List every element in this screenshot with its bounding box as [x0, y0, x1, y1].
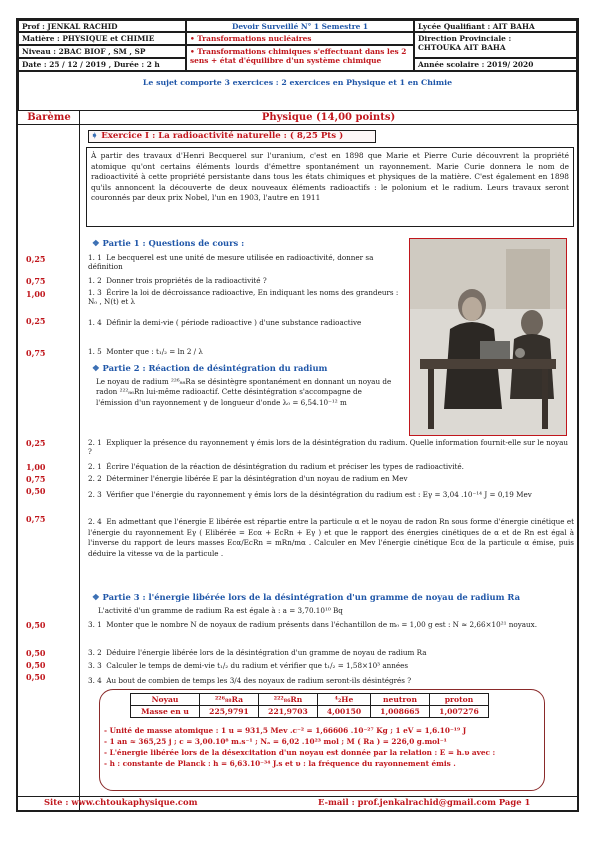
mass-table: [130, 693, 489, 718]
qtext: En admettant que l'énergie E libérée est répartie entre la particule α et le noyau de radon Rn sous forme d'énergie cinétique et l'énergie du rayonnement Eγ ( Elibérée = Ecα + EcRn + Eγ ) et que le rapport des énergies cinétiques de α et de Rn est égal à l'inverse du rapport de leurs masses Ecα/EcRn = mRn/mα . Calculer en Mev l'énergie cinétique Ecα de la particule α émise, puis déduire la vitesse vα de la particule .: [88, 517, 574, 558]
exercise-title: [91, 131, 343, 141]
diamond-icon: ❖: [92, 592, 100, 602]
qnum: 1. 1: [88, 253, 102, 262]
mark-2-2: 0,75: [26, 474, 46, 484]
qtext: Vérifier que l'énergie du rayonnement γ émis lors de la désintégration du radium est : Eγ = 3,04 .10⁻¹⁴ J = 0,19 Mev: [106, 490, 532, 499]
part3-title: [92, 592, 520, 602]
qtext: Monter que le nombre N de noyaux de radium présents dans l'échantillon de m₀ = 1,00 g est : N ≈ 2,66×10²¹ noyaux.: [106, 620, 538, 629]
qtext: Déterminer l'énergie libérée E par la désintégration d'un noyau de radium en Mev: [106, 474, 408, 483]
arrow-icon: ➧: [91, 131, 99, 141]
question-2-3: [88, 490, 574, 499]
qtext: Écrire l'équation de la réaction de désintégration du radium et préciser les types de radioactivité.: [106, 462, 464, 471]
qnum: 2. 3: [88, 490, 102, 499]
qnum: 3. 1: [88, 620, 102, 629]
qnum: 1. 4: [88, 318, 102, 327]
mark-3-4: 0,50: [26, 672, 46, 682]
question-2-1a: [88, 438, 574, 456]
part3-title-text: Partie 3 : l'énergie libérée lors de la désintégration d'un gramme de noyau de radium Ra: [102, 592, 520, 602]
table-header: ²²²₈₆Rn: [259, 694, 318, 706]
intro-text: À partir des travaux d'Henri Becquerel sur l'uranium, c'est en 1898 que Marie et Pierre Curie découvrent la propriété atomique qu'ont certains éléments lourds d'émettre spontanément un rayonnement. Marie Curie donnera le nom de radioactivité à cette propriété persistante dans tous les états chimiques et physiques de la matière. C'est également en 1898 qu'ils annoncent la découverte de deux nouveaux éléments radioactifs : le polonium et le radium. Leurs travaux seront couronnés par deux prix Nobel, l'un en 1903, l'autre en 1911: [86, 147, 574, 227]
header-niveau: Niveau : 2BAC BIOF , SM , SP: [18, 45, 186, 58]
diamond-icon: ❖: [92, 238, 100, 248]
question-1-5: [88, 347, 400, 356]
table-header: ²²⁶₈₈Ra: [200, 694, 259, 706]
qtext: Écrire la loi de décroissance radioactive, En indiquant les noms des grandeurs : N₀ , N(t) et λ: [88, 288, 399, 307]
table-cell: 1,007276: [430, 706, 489, 718]
footer-email[interactable]: E-mail : prof.jenkalrachid@gmail.com Page 1: [318, 797, 531, 807]
mark-1-3: 1,00: [26, 289, 46, 299]
table-row-label: Masse en u: [131, 706, 200, 718]
direction-label: Direction Provinciale :: [418, 34, 512, 43]
topic2-text: Transformations chimiques s'effectuant dans les 2 sens + état d'équilibre d'un système chimique: [190, 47, 407, 65]
exercise-title-text: Exercice I : La radioactivité naturelle : ( 8,25 Pts ): [101, 131, 344, 141]
header-matiere: Matière : PHYSIQUE et CHIMIE: [18, 32, 186, 45]
qnum: 1. 3: [88, 288, 102, 297]
mark-1-5: 0,75: [26, 348, 46, 358]
header-prof: Prof : JENKAL RACHID: [18, 20, 186, 32]
header-date: Date : 25 / 12 / 2019 , Durée : 2 h: [18, 58, 186, 71]
qnum: 2. 1: [88, 462, 102, 471]
constant-line: - Unité de masse atomique : 1 u = 931,5 Mev .c⁻² = 1,66606 .10⁻²⁷ Kg ; 1 eV = 1,6.10⁻¹⁹ J: [104, 726, 467, 735]
topic1-text: Transformations nucléaires: [197, 34, 312, 43]
qnum: 1. 5: [88, 347, 102, 356]
qtext: Le becquerel est une unité de mesure utilisée en radioactivité, donner sa définition: [88, 253, 374, 272]
question-2-4: [88, 517, 574, 559]
mark-1-1: 0,25: [26, 254, 46, 264]
qnum: 3. 3: [88, 661, 102, 670]
mark-3-1: 0,50: [26, 620, 46, 630]
table-header: proton: [430, 694, 489, 706]
constants-list: [104, 725, 542, 769]
mark-2-4: 0,75: [26, 514, 46, 524]
qtext: Monter que : t₁/₂ = ln 2 / λ: [106, 347, 203, 356]
qtext: Expliquer la présence du rayonnement γ émis lors de la désintégration du radium. Quelle information fournit-elle sur le noyau ?: [88, 438, 569, 457]
qnum: 2. 2: [88, 474, 102, 483]
mark-1-4: 0,25: [26, 316, 46, 326]
header-topic1: • Transformations nucléaires: [186, 32, 414, 45]
qnum: 1. 2: [88, 276, 102, 285]
question-1-3: [88, 288, 400, 306]
direction-name: CHTOUKA AIT BAHA: [418, 43, 506, 52]
header-direction: [414, 32, 577, 58]
table-header: Noyau: [131, 694, 200, 706]
qnum: 2. 4: [88, 517, 102, 526]
constant-line: - h : constante de Planck : h = 6,63.10⁻³⁴ J.s et υ : la fréquence du rayonnement émis .: [104, 759, 456, 768]
header-subtitle: Le sujet comporte 3 exercices : 2 exercices en Physique et 1 en Chimie: [18, 71, 577, 111]
qtext: Calculer le temps de demi-vie t₁/₂ du radium et vérifier que t₁/₂ = 1,58×10³ années: [106, 661, 409, 670]
header-devoir: Devoir Surveillé N° 1 Semestre 1: [186, 20, 414, 32]
photo-illustration: [410, 239, 566, 435]
diamond-icon: ❖: [92, 363, 100, 373]
part2-title: [92, 363, 327, 373]
header-lycee: Lycée Qualifiant : AIT BAHA: [414, 20, 577, 32]
part1-title: [92, 238, 244, 248]
table-header-row: [131, 694, 489, 706]
constant-line: - 1 an ≈ 365,25 j ; c = 3,00.10⁸ m.s⁻¹ ; Nₐ = 6,02 .10²³ mol ; M ( Ra ) = 226,0 g.mol⁻¹: [104, 737, 447, 746]
part2-title-text: Partie 2 : Réaction de désintégration du radium: [102, 363, 328, 373]
physique-title: Physique (14,00 points): [261, 112, 396, 123]
qnum: 3. 2: [88, 648, 102, 657]
qnum: 3. 4: [88, 676, 102, 685]
part2-intro: Le noyau de radium ²²⁶₈₈Ra se désintègre spontanément en donnant un noyau de radon ²²²₈₆Rn lui-même radioactif. Cette désintégration s'accompagne de l'émission d'un rayonnement γ de longueur d'onde λ₀ = 6,54.10⁻¹² m: [96, 377, 392, 407]
mark-2-1b: 1,00: [26, 462, 46, 472]
curie-photo: [409, 238, 567, 436]
table-cell: 225,9791: [200, 706, 259, 718]
header-topic2: • Transformations chimiques s'effectuant dans les 2 sens + état d'équilibre d'un système chimique: [186, 45, 414, 71]
question-3-3: [88, 661, 574, 670]
table-cell: 221,9703: [259, 706, 318, 718]
mark-3-2: 0,50: [26, 648, 46, 658]
question-3-2: [88, 648, 574, 657]
mark-2-3: 0,50: [26, 486, 46, 496]
mark-1-2: 0,75: [26, 276, 46, 286]
header-annee: Année scolaire : 2019/ 2020: [414, 58, 577, 71]
part1-title-text: Partie 1 : Questions de cours :: [102, 238, 245, 248]
question-1-2: [88, 276, 400, 285]
qtext: Définir la demi-vie ( période radioactive ) d'une substance radioactive: [106, 318, 362, 327]
constant-line: - L'énergie libérée lors de la désexcitation d'un noyau est donnée par la relation : E = h.υ avec :: [104, 748, 496, 757]
question-3-1: [88, 620, 574, 629]
qtext: Donner trois propriétés de la radioactivité ?: [106, 276, 267, 285]
table-header: neutron: [371, 694, 430, 706]
bareme-column: [18, 111, 80, 810]
qtext: Au bout de combien de temps les 3/4 des noyaux de radium seront-ils désintégrés ?: [106, 676, 412, 685]
mark-3-3: 0,50: [26, 660, 46, 670]
question-1-4: [88, 318, 400, 327]
qnum: 2. 1: [88, 438, 102, 447]
part3-intro: L'activité d'un gramme de radium Ra est égale à : a = 3,70.10¹⁰ Bq: [98, 606, 343, 615]
qtext: Déduire l'énergie libérée lors de la désintégration d'un gramme de noyau de radium Ra: [106, 648, 427, 657]
mark-2-1a: 0,25: [26, 438, 46, 448]
question-3-4: [88, 676, 574, 685]
footer-site[interactable]: Site : www.chtoukaphysique.com: [44, 797, 198, 807]
question-2-2: [88, 474, 574, 483]
question-1-1: [88, 253, 400, 271]
bareme-label: Barème: [27, 112, 71, 123]
table-cell: 1,008665: [371, 706, 430, 718]
table-cell: 4,00150: [318, 706, 371, 718]
question-2-1b: [88, 462, 574, 471]
table-row: [131, 706, 489, 718]
table-header: ⁴₂He: [318, 694, 371, 706]
